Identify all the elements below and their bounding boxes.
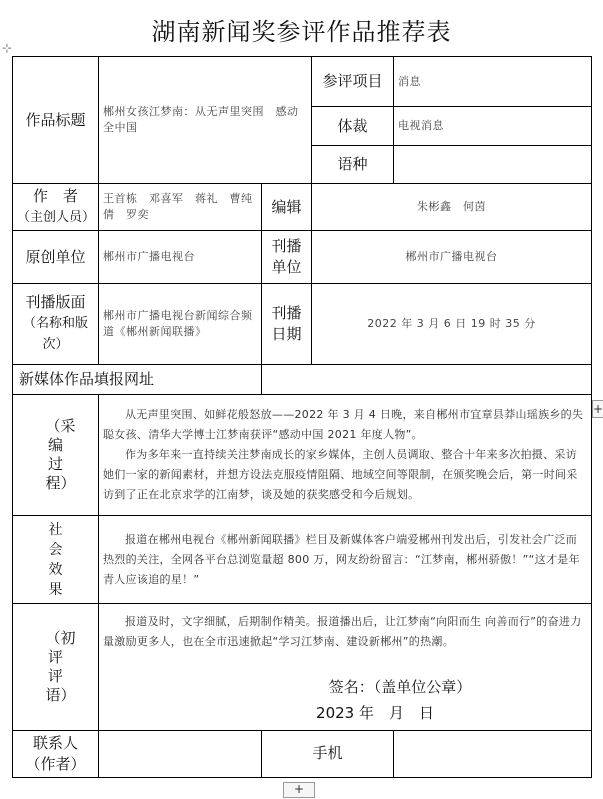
label-mobile: 手机 [262,730,394,777]
language-value[interactable] [394,145,592,183]
label-origin-unit: 原创单位 [13,231,99,283]
label-review [13,604,99,730]
recommendation-form-table [12,56,591,778]
label-genre: 体裁 [312,107,394,145]
label-publish-date: 刊播日期 [262,283,312,364]
label-publish-section-main: 刊播版面 [25,293,86,312]
sign-date: 2023 年 月 日 [316,704,434,723]
label-editor: 编辑 [262,184,312,231]
effect-paragraph: 报道在郴州电视台《郴州新闻联播》栏目及新媒体客户端爱郴州刊发出后，引发社会广泛而热烈的关注，全网各平台总浏览量超 800 万，网友纷纷留言：“江梦南，郴州骄傲！”“这才是年青人应该追的星！” [103,532,580,586]
label-contact-main: 联系人 [32,733,78,752]
process-paragraph-1: 从无声里突围、如鲜花般怒放——2022 年 3 月 4 日晚，来自郴州市宜章县莽山瑶族乡的失聪女孩、清华大学博士江梦南获评“感动中国 2021 年度人物”。 [103,407,584,441]
label-publish-section [13,283,99,364]
label-contact-sub: （作者） [25,754,86,773]
label-process [13,394,99,515]
work-title-value[interactable]: 郴州女孩江梦南：从无声里突围 感动全中国 [99,57,312,184]
editor-value[interactable]: 朱彬鑫 何茵 [312,184,592,231]
genre-value[interactable]: 电视消息 [394,107,592,145]
label-publish-unit: 刊播单位 [262,231,312,283]
add-row-button[interactable]: + [283,782,315,798]
label-eval-item: 参评项目 [312,57,394,107]
publish-unit-value[interactable]: 郴州市广播电视台 [312,231,592,283]
label-effect [13,515,99,604]
document-title: 湖南新闻奖参评作品推荐表 [151,18,452,46]
review-value[interactable] [99,604,592,730]
label-process-text: （采编过程） [45,416,76,492]
eval-item-value[interactable]: 消息 [394,57,592,107]
label-author [13,184,99,231]
label-author-main: 作 者 [32,187,78,206]
label-author-sub: （主创人员） [17,210,96,226]
table-move-handle-icon[interactable]: ⊹ [2,41,13,55]
mobile-value[interactable] [394,730,592,777]
label-effect-text: 社会效果 [48,521,63,598]
label-language: 语种 [312,145,394,183]
label-contact [13,730,99,777]
label-review-text: （初评评语） [45,629,76,704]
label-new-media-url: 新媒体作品填报网址 [13,364,262,394]
contact-value[interactable] [99,730,262,777]
origin-unit-value[interactable]: 郴州市广播电视台 [99,231,262,283]
label-work-title: 作品标题 [13,57,99,184]
authors-value[interactable]: 王首栋 邓喜军 蒋礼 曹纯倩 罗奕 [99,184,262,231]
label-publish-section-sub: （名称和版次） [22,316,88,353]
signature-line: 签名：（盖单位公章） [328,678,472,697]
new-media-url-value[interactable] [262,364,592,394]
review-paragraph: 报道及时，文字细腻，后期制作精美。报道播出后，让江梦南“向阳而生 向善而行”的奋进力量激励更多人，也在全市迅速掀起“学习江梦南、建设新郴州”的热潮。 [103,615,582,649]
publish-section-value[interactable]: 郴州市广播电视台新闻综合频道《郴州新闻联播》 [99,283,262,364]
add-column-button[interactable]: + [593,402,603,416]
process-value[interactable] [99,394,592,515]
effect-value[interactable] [99,515,592,604]
publish-date-value[interactable]: 2022 年 3 月 6 日 19 时 35 分 [312,283,592,364]
process-paragraph-2: 作为多年来一直持续关注梦南成长的家乡媒体，主创人员调取、整合十年来多次拍摄、采访她们一家的新闻素材，并想方设法克服疫情阻隔、地域空间等限制，在颁奖晚会后，第一时间采访到了正在北京求学的江南梦，谈及她的获奖感受和今后规划。 [103,447,578,501]
